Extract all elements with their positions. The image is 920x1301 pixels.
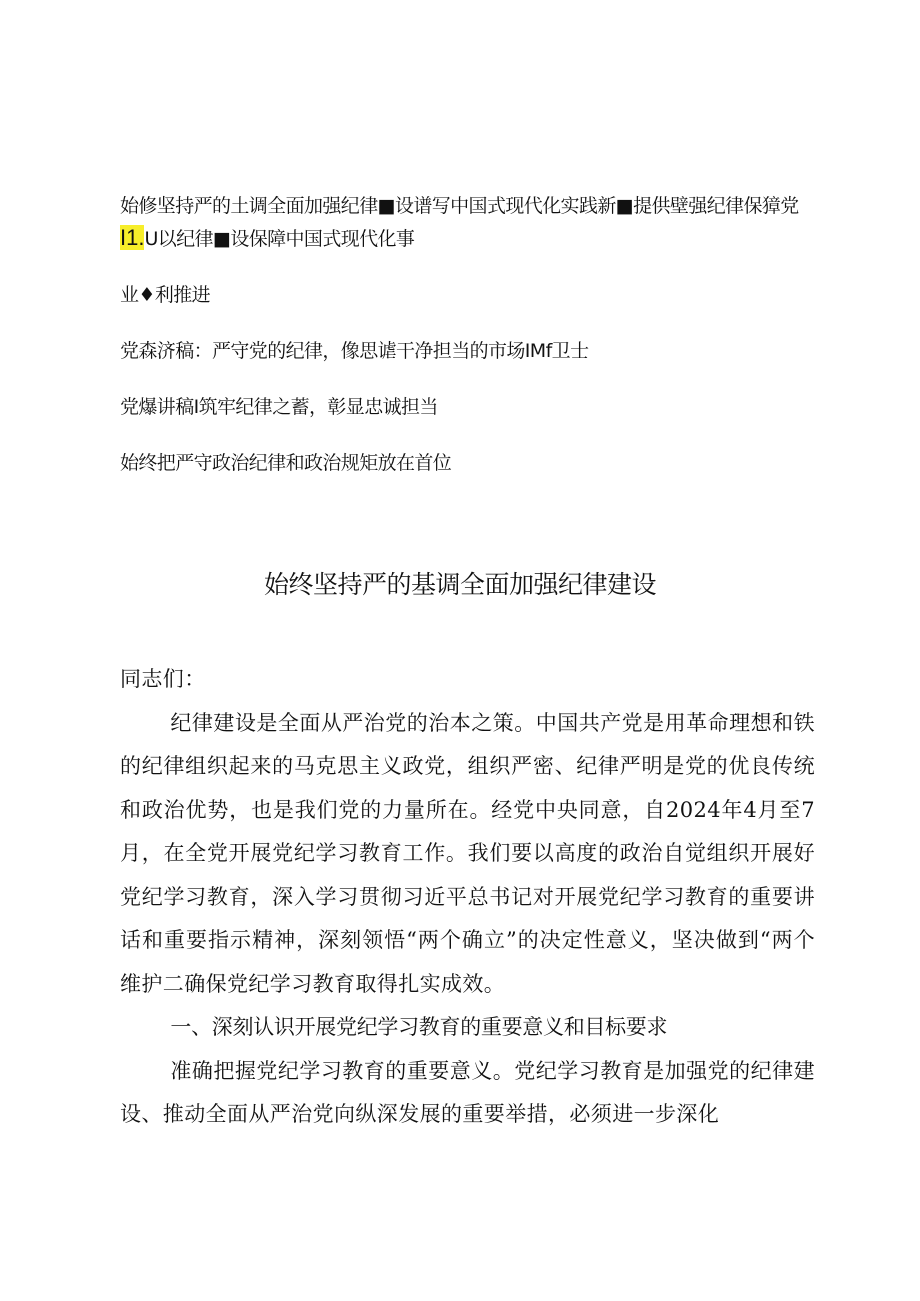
related-article-title: 党爆讲稿I筑牢纪律之蓄，彰显忠诚担当 bbox=[120, 396, 438, 418]
document-body bbox=[120, 658, 815, 1137]
section-heading: 一、深刻认识开展党纪学习教育的重要意义和目标要求 bbox=[170, 1015, 668, 1039]
related-article-title-continued bbox=[120, 222, 810, 255]
body-paragraph: 准确把握党纪学习教育的重要意义。党纪学习教育是加强党的纪律建设、推动全面从严治党向纵深发展的重要举措，必须进一步深化 bbox=[120, 1058, 815, 1126]
body-paragraph: 纪律建设是全面从严治党的治本之策。中国共产党是用革命理想和铁的纪律组织起来的马克思主义政党，组织严密、纪律严明是党的优良传统和政治优势，也是我们党的力量所在。经党中央同意，自2024年4月至7月，在全党开展党纪学习教育工作。我们要以高度的政治自觉组织开展好党纪学习教育，深入学习贯彻习近平总书记对开展党纪学习教育的重要讲话和重要指示精神，深刻领悟“两个确立”的决定性意义，坚决做到“两个维护二确保党纪学习教育取得扎实成效。 bbox=[120, 710, 815, 996]
related-article-title: 始修坚持严的土调全面加强纪律■设谱写中国式现代化实践新■提供壁强纪律保獐党 bbox=[120, 195, 799, 217]
highlighted-text: I1. bbox=[120, 225, 145, 250]
document-title: 始终坚持严的基调全面加强纪律建设 bbox=[263, 570, 656, 599]
related-article-text: U以纪律■设保障中国式现代化事 bbox=[144, 228, 415, 250]
related-article-title: 党森济稿：严守党的纪律，像思谑干净担当的市场IMf卫士 bbox=[120, 340, 589, 362]
related-articles-list bbox=[120, 190, 810, 479]
related-article-title-end: 业♦利推进 bbox=[120, 284, 211, 306]
salutation: 同志们： bbox=[120, 667, 206, 691]
related-article-title: 始终把严守政治纪律和政治规矩放在首位 bbox=[120, 452, 452, 474]
